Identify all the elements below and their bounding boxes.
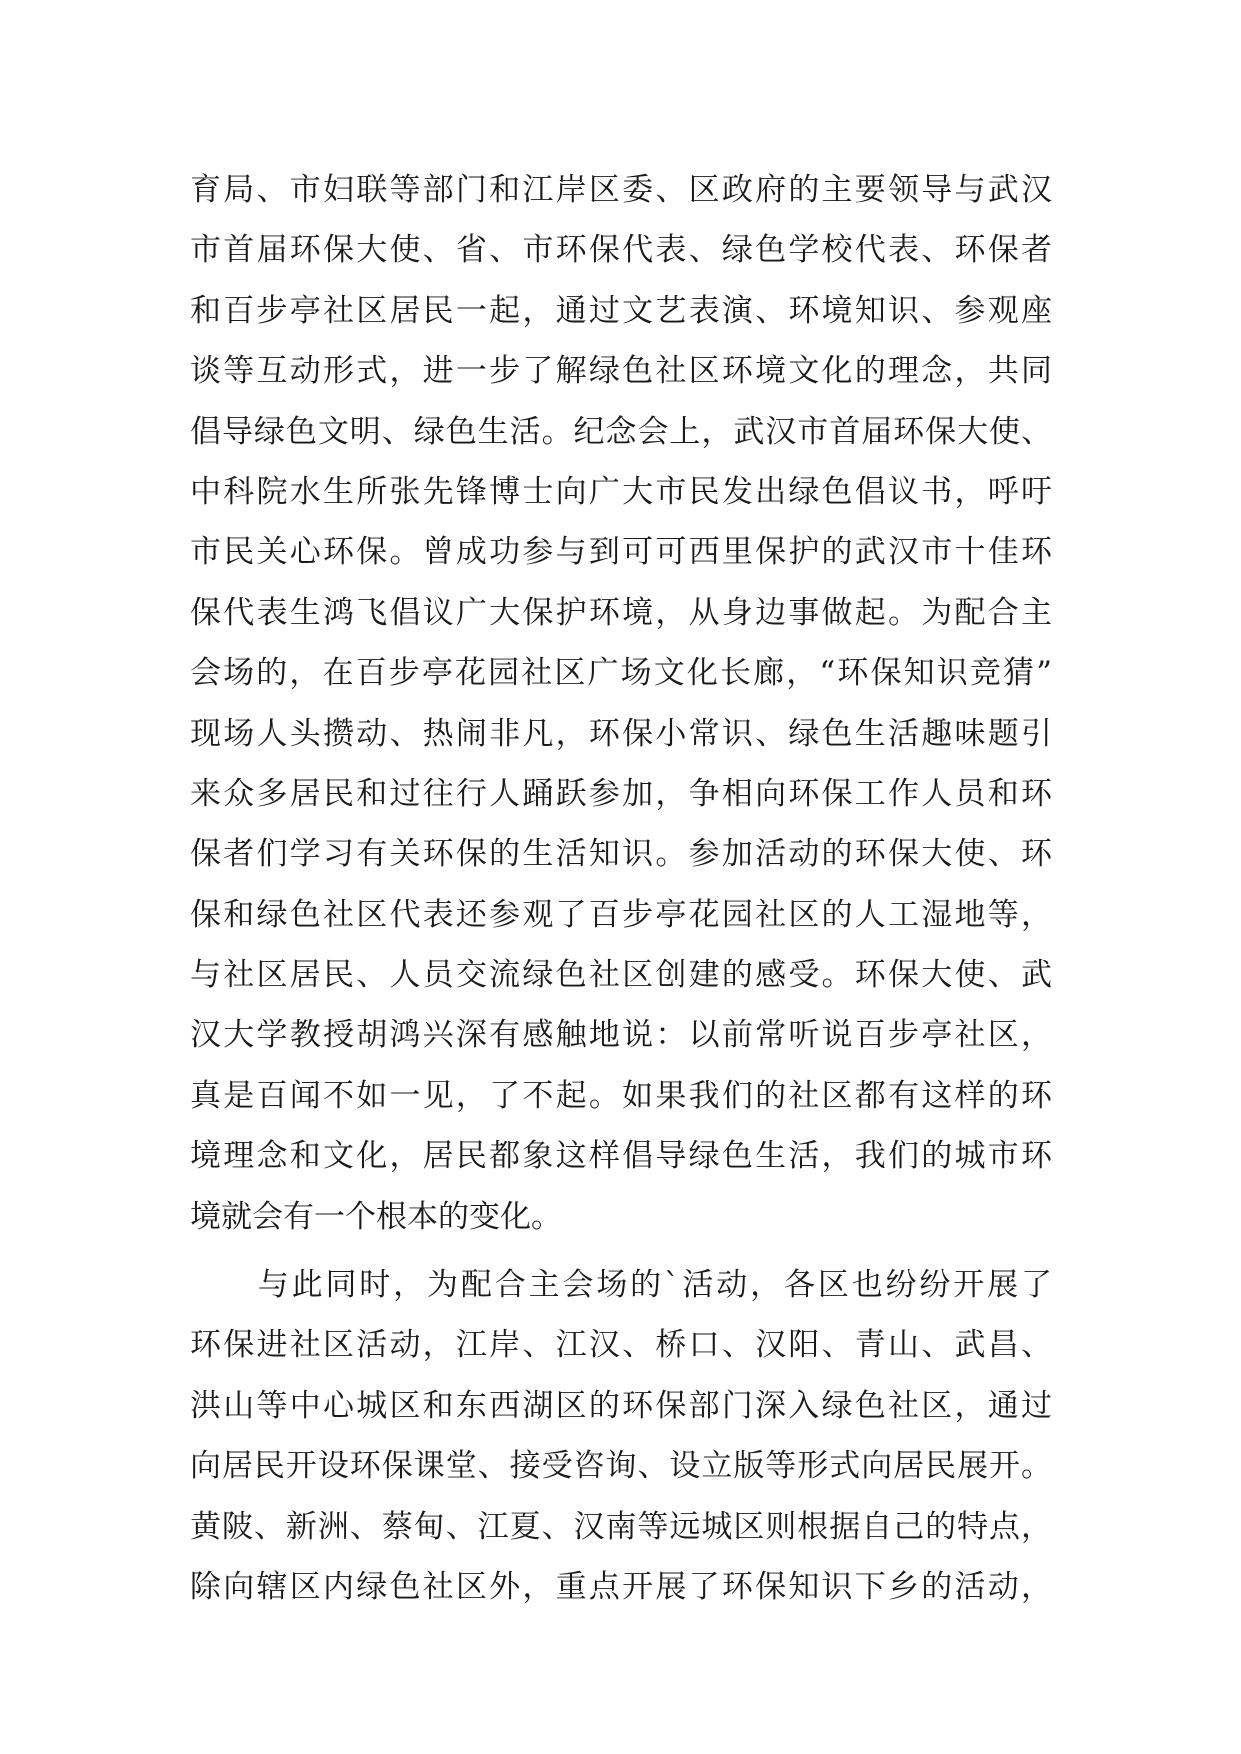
text-line: 环保进社区活动，江岸、江汉、桥口、汉阳、青山、武昌、 (190, 1327, 1052, 1364)
text-line: 来众多居民和过往行人踊跃参加，争相向环保工作人员和环 (190, 775, 1052, 812)
text-line: 真是百闻不如一见，了不起。如果我们的社区都有这样的环 (190, 1077, 1052, 1114)
paragraph-2 (190, 1255, 1052, 1617)
text-line: 会场的，在百步亭花园社区广场文化长廊，“环保知识竞猜” (190, 655, 1052, 692)
text-line: 和百步亭社区居民一起，通过文艺表演、环境知识、参观座 (190, 292, 1052, 329)
text-line: 市首届环保大使、省、市环保代表、绿色学校代表、环保者 (190, 232, 1052, 269)
paragraph-spacer (190, 1247, 1052, 1255)
text-line: 市民关心环保。曾成功参与到可可西里保护的武汉市十佳环 (190, 534, 1052, 571)
text-line: 汉大学教授胡鸿兴深有感触地说：以前常听说百步亭社区， (190, 1017, 1052, 1054)
text-line: 中科院水生所张先锋博士向广大市民发出绿色倡议书，呼吁 (190, 473, 1052, 510)
text-line: 除向辖区内绿色社区外，重点开展了环保知识下乡的活动， (190, 1568, 1052, 1605)
text-line: 现场人头攒动、热闹非凡，环保小常识、绿色生活趣味题引 (190, 715, 1052, 752)
text-line: 保者们学习有关环保的生活知识。参加活动的环保大使、环 (190, 836, 1052, 873)
text-line: 向居民开设环保课堂、接受咨询、设立版等形式向居民展开。 (190, 1448, 1052, 1485)
text-line: 境就会有一个根本的变化。 (190, 1198, 562, 1235)
text-line: 洪山等中心城区和东西湖区的环保部门深入绿色社区，通过 (190, 1387, 1052, 1424)
paragraph-1 (190, 160, 1052, 1247)
text-line: 保代表生鸿飞倡议广大保护环境，从身边事做起。为配合主 (190, 594, 1052, 631)
text-line: 境理念和文化，居民都象这样倡导绿色生活，我们的城市环 (190, 1138, 1052, 1175)
text-line: 保和绿色社区代表还参观了百步亭花园社区的人工湿地等， (190, 896, 1052, 933)
text-line: 黄陂、新洲、蔡甸、江夏、汉南等远城区则根据自己的特点， (190, 1508, 1052, 1545)
body-text (190, 160, 1052, 1617)
text-line: 与社区居民、人员交流绿色社区创建的感受。环保大使、武 (190, 957, 1052, 994)
text-line: 倡导绿色文明、绿色生活。纪念会上，武汉市首届环保大使、 (190, 413, 1052, 450)
text-line: 谈等互动形式，进一步了解绿色社区环境文化的理念，共同 (190, 353, 1052, 390)
text-line: 与此同时，为配合主会场的`活动，各区也纷纷开展了 (190, 1267, 1052, 1304)
text-line: 育局、市妇联等部门和江岸区委、区政府的主要领导与武汉 (190, 172, 1052, 208)
